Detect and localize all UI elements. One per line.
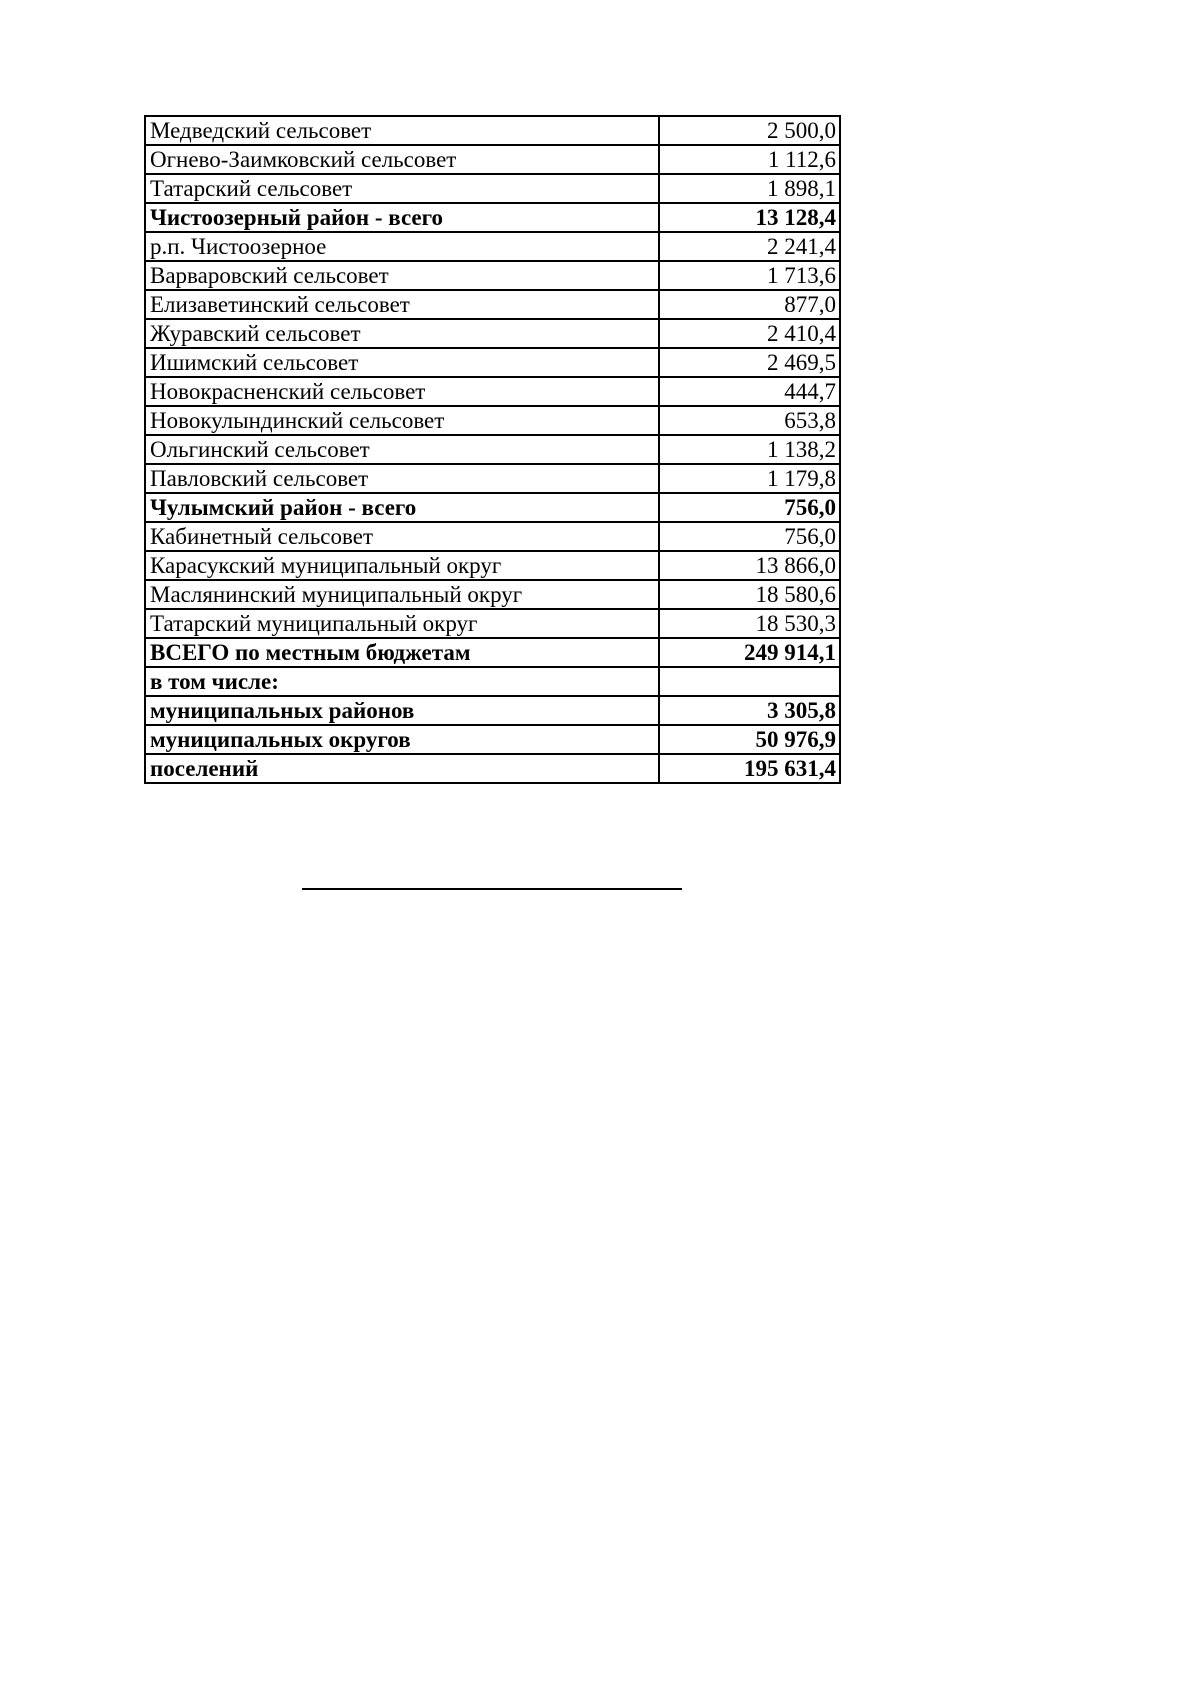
row-value-cell: 1 112,6 bbox=[659, 145, 840, 174]
row-name-cell: Павловский сельсовет bbox=[145, 464, 659, 493]
row-name-cell: поселений bbox=[145, 754, 659, 783]
table-row bbox=[145, 319, 840, 348]
table-row bbox=[145, 174, 840, 203]
row-value-cell: 444,7 bbox=[659, 377, 840, 406]
table-row bbox=[145, 464, 840, 493]
row-name-cell: Огнево-Заимковский сельсовет bbox=[145, 145, 659, 174]
budget-table bbox=[144, 115, 841, 784]
table-row bbox=[145, 116, 840, 145]
table-row bbox=[145, 580, 840, 609]
table-row bbox=[145, 493, 840, 522]
row-name-cell: Елизаветинский сельсовет bbox=[145, 290, 659, 319]
row-value-cell: 195 631,4 bbox=[659, 754, 840, 783]
row-name-cell: Чистоозерный район - всего bbox=[145, 203, 659, 232]
row-value-cell: 13 128,4 bbox=[659, 203, 840, 232]
row-name-cell: муниципальных районов bbox=[145, 696, 659, 725]
row-value-cell: 13 866,0 bbox=[659, 551, 840, 580]
row-name-cell: муниципальных округов bbox=[145, 725, 659, 754]
table-row bbox=[145, 348, 840, 377]
table-row bbox=[145, 145, 840, 174]
row-value-cell: 1 898,1 bbox=[659, 174, 840, 203]
row-name-cell: Варваровский сельсовет bbox=[145, 261, 659, 290]
budget-table-body bbox=[145, 116, 840, 783]
row-name-cell: ВСЕГО по местным бюджетам bbox=[145, 638, 659, 667]
row-name-cell: Татарский сельсовет bbox=[145, 174, 659, 203]
row-name-cell: Карасукский муниципальный округ bbox=[145, 551, 659, 580]
row-value-cell: 2 410,4 bbox=[659, 319, 840, 348]
row-value-cell: 877,0 bbox=[659, 290, 840, 319]
table-row bbox=[145, 377, 840, 406]
row-value-cell bbox=[659, 667, 840, 696]
row-name-cell: р.п. Чистоозерное bbox=[145, 232, 659, 261]
row-name-cell: Новокрасненский сельсовет bbox=[145, 377, 659, 406]
row-value-cell: 1 138,2 bbox=[659, 435, 840, 464]
row-name-cell: Новокулындинский сельсовет bbox=[145, 406, 659, 435]
row-name-cell: Журавский сельсовет bbox=[145, 319, 659, 348]
row-name-cell: Татарский муниципальный округ bbox=[145, 609, 659, 638]
row-value-cell: 50 976,9 bbox=[659, 725, 840, 754]
table-row bbox=[145, 551, 840, 580]
table-row bbox=[145, 203, 840, 232]
row-value-cell: 756,0 bbox=[659, 493, 840, 522]
table-row bbox=[145, 406, 840, 435]
row-value-cell: 249 914,1 bbox=[659, 638, 840, 667]
row-name-cell: Ишимский сельсовет bbox=[145, 348, 659, 377]
row-value-cell: 1 713,6 bbox=[659, 261, 840, 290]
row-name-cell: в том числе: bbox=[145, 667, 659, 696]
table-row bbox=[145, 435, 840, 464]
row-name-cell: Чулымский район - всего bbox=[145, 493, 659, 522]
table-row bbox=[145, 696, 840, 725]
row-value-cell: 653,8 bbox=[659, 406, 840, 435]
end-of-document-rule bbox=[302, 888, 682, 890]
table-row bbox=[145, 609, 840, 638]
table-row bbox=[145, 290, 840, 319]
row-value-cell: 2 469,5 bbox=[659, 348, 840, 377]
table-row bbox=[145, 261, 840, 290]
table-row bbox=[145, 667, 840, 696]
row-value-cell: 2 500,0 bbox=[659, 116, 840, 145]
table-row bbox=[145, 754, 840, 783]
table-row bbox=[145, 638, 840, 667]
row-name-cell: Ольгинский сельсовет bbox=[145, 435, 659, 464]
row-value-cell: 756,0 bbox=[659, 522, 840, 551]
row-name-cell: Маслянинский муниципальный округ bbox=[145, 580, 659, 609]
row-name-cell: Медведский сельсовет bbox=[145, 116, 659, 145]
row-value-cell: 2 241,4 bbox=[659, 232, 840, 261]
table-row bbox=[145, 232, 840, 261]
row-value-cell: 1 179,8 bbox=[659, 464, 840, 493]
row-value-cell: 3 305,8 bbox=[659, 696, 840, 725]
table-row bbox=[145, 522, 840, 551]
row-name-cell: Кабинетный сельсовет bbox=[145, 522, 659, 551]
row-value-cell: 18 530,3 bbox=[659, 609, 840, 638]
table-row bbox=[145, 725, 840, 754]
row-value-cell: 18 580,6 bbox=[659, 580, 840, 609]
